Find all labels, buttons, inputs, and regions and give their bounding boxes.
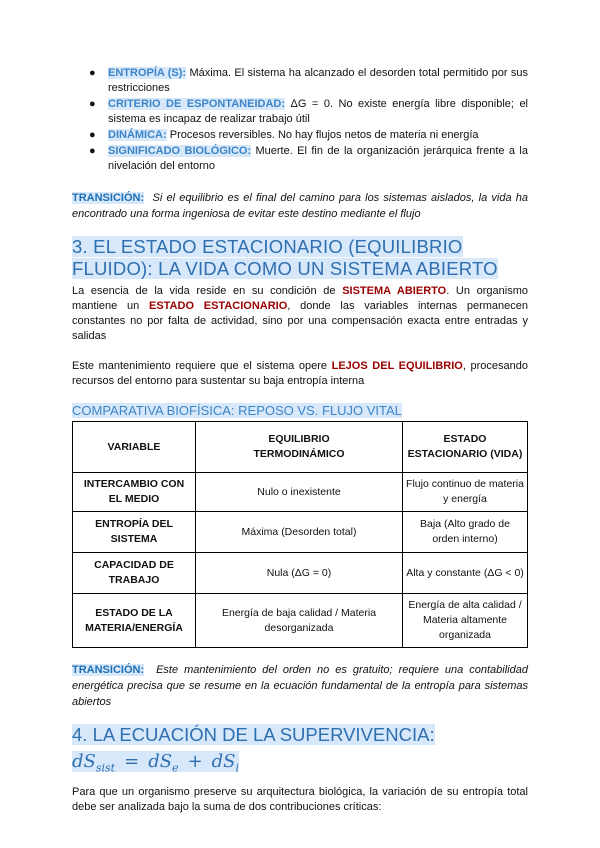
table-cell: ENTROPÍA DEL SISTEMA [73, 512, 196, 553]
entropy-equation: $dS_{sist} = dS_e + dS_i$ [72, 751, 240, 775]
table-row [73, 553, 528, 594]
table-header-cell: EQUILIBRIO TERMODINÁMICO [196, 422, 403, 473]
transition-note-2 [72, 662, 528, 710]
table-cell: Energía de alta calidad / Materia altamente organizada [403, 594, 528, 648]
table-cell: INTERCAMBIO CON EL MEDIO [73, 473, 196, 512]
section-3-heading: 3. EL ESTADO ESTACIONARIO (EQUILIBRIO FLUIDO): LA VIDA COMO UN SISTEMA ABIERTO [72, 236, 498, 279]
steady-state-term: ESTADO ESTACIONARIO [148, 300, 288, 312]
bullet-text: Máxima. El sistema ha alcanzado el desorden total permitido por sus restricciones [108, 67, 529, 94]
section-3-paragraph-2: Este mantenimiento requiere que el sistema opere LEJOS DEL EQUILIBRIO, procesando recursos del entorno para sustentar su baja entropía interna [72, 360, 528, 387]
document-page [72, 66, 528, 815]
transition-text: Este mantenimiento del orden no es gratuito; requiere una contabilidad energética precisa que se resume en la ecuación fundamental de la entropía para sistemas abiertos [72, 664, 528, 708]
bullet-icon: ● [89, 98, 96, 110]
section-3-paragraph-1: La esencia de la vida reside en su condición de SISTEMA ABIERTO. Un organismo mantiene un ESTADO ESTACIONARIO, donde las variables internas permanecen constantes no por falta de actividad, sino por una compensación exacta entre entradas y salidas [72, 285, 529, 342]
section-4-heading: 4. LA ECUACIÓN DE LA SUPERVIVENCIA: [72, 724, 435, 745]
list-item [72, 66, 528, 96]
bullet-text: Procesos reversibles. No hay flujos netos de materia ni energía [169, 129, 479, 141]
transition-text: Si el equilibrio es el final del camino para los sistemas aislados, la vida ha encontrado una forma ingeniosa de evitar este destino mediante el flujo [72, 192, 528, 220]
table-header-row [73, 422, 528, 473]
far-from-equilibrium-term: LEJOS DEL EQUILIBRIO [331, 360, 463, 372]
bullet-text: Muerte. El fin de la organización jerárquica frente a la nivelación del entorno [108, 145, 528, 172]
table-header-cell: VARIABLE [73, 422, 196, 473]
table-cell: CAPACIDAD DE TRABAJO [73, 553, 196, 594]
bullet-icon: ● [89, 129, 96, 141]
section-4-paragraph-1: Para que un organismo preserve su arquitectura biológica, la variación de su entropía total debe ser analizada bajo la suma de dos contribuciones críticas: [72, 785, 528, 813]
table-cell: Máxima (Desorden total) [196, 512, 403, 553]
transition-label: TRANSICIÓN: [72, 664, 145, 676]
bullet-text: ΔG = 0. No existe energía libre disponible; el sistema es incapaz de realizar trabajo útil [108, 98, 529, 125]
table-row [73, 473, 528, 512]
table-cell: Baja (Alto grado de orden interno) [403, 512, 528, 553]
table-cell: Alta y constante (ΔG < 0) [403, 553, 528, 594]
table-cell: Nula (ΔG = 0) [196, 553, 403, 594]
transition-note-1 [72, 190, 528, 222]
table-cell: Flujo continuo de materia y energía [403, 473, 528, 512]
bullet-label: ENTROPÍA (S): [108, 67, 187, 79]
comparison-subheading: COMPARATIVA BIOFÍSICA: REPOSO VS. FLUJO VITAL [72, 403, 402, 418]
table-row [73, 594, 528, 648]
bullet-label: DINÁMICA: [108, 129, 167, 141]
bullet-label: CRITERIO DE ESPONTANEIDAD: [108, 98, 286, 110]
table-cell: ESTADO DE LA MATERIA/ENERGÍA [73, 594, 196, 648]
table-cell: Energía de baja calidad / Materia desorganizada [196, 594, 403, 648]
equilibrium-bullet-list [72, 66, 528, 174]
list-item [72, 97, 528, 127]
table-header-cell: ESTADO ESTACIONARIO (VIDA) [403, 422, 528, 473]
bullet-label: SIGNIFICADO BIOLÓGICO: [108, 145, 252, 157]
open-system-term: SISTEMA ABIERTO [342, 285, 447, 297]
bullet-icon: ● [89, 145, 96, 157]
table-row [73, 512, 528, 553]
list-item [72, 144, 528, 174]
comparison-table [72, 421, 528, 648]
bullet-icon: ● [89, 67, 96, 79]
transition-label: TRANSICIÓN: [72, 192, 145, 204]
list-item [72, 128, 528, 143]
table-cell: Nulo o inexistente [196, 473, 403, 512]
